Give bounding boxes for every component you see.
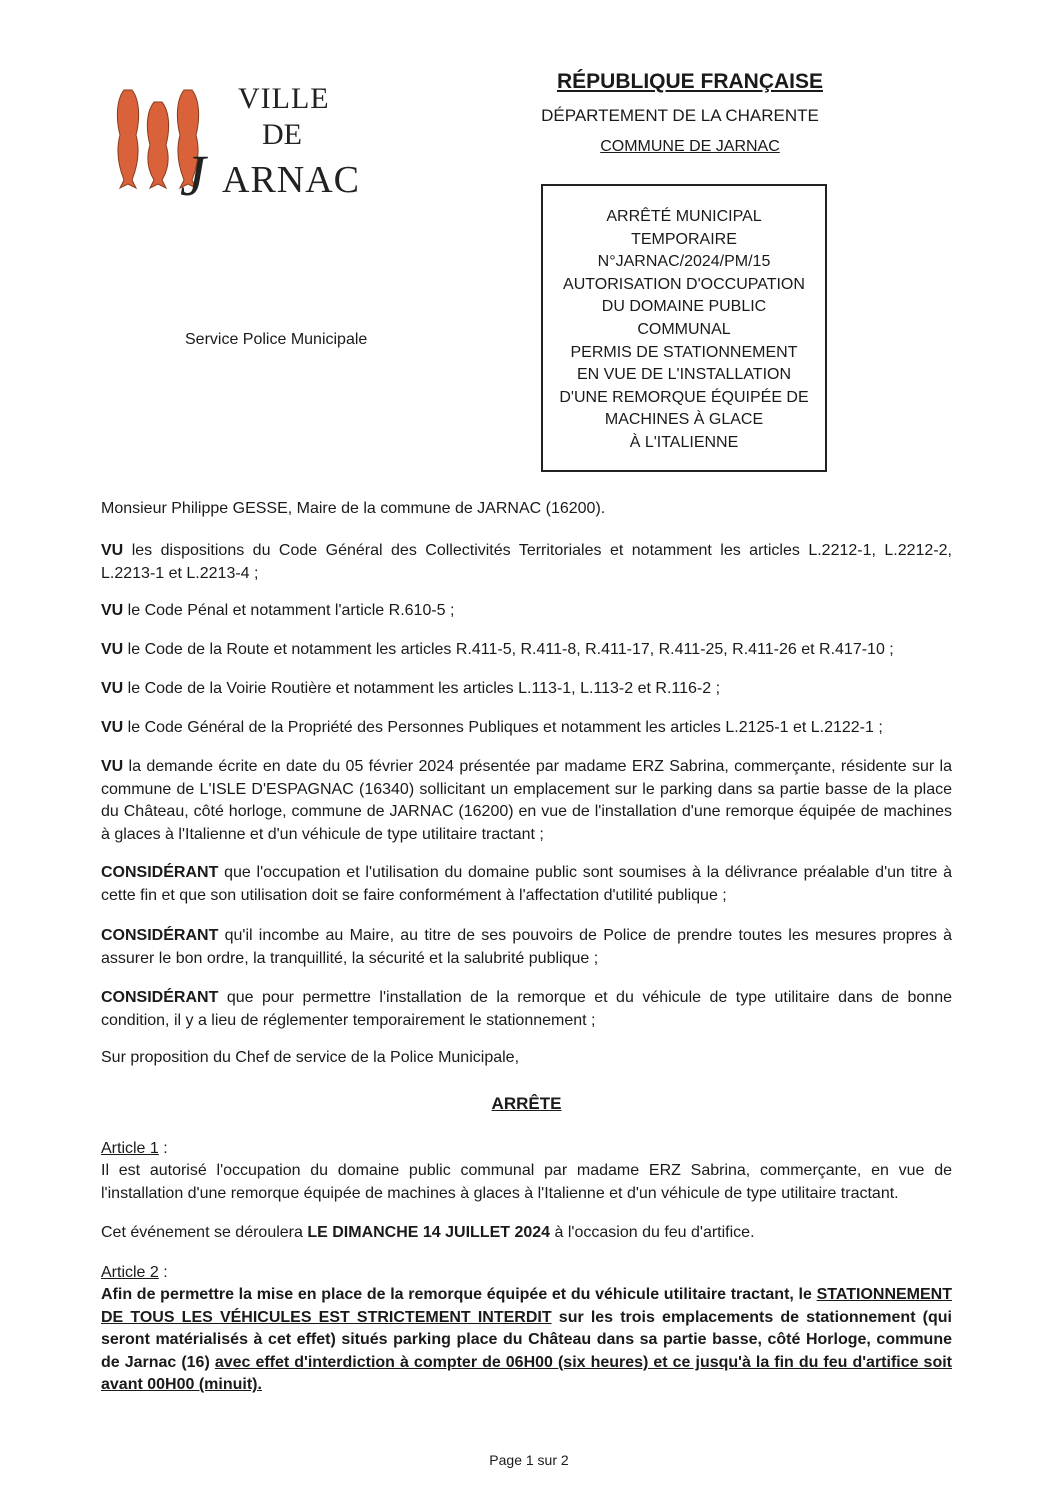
vu-paragraph: VU la demande écrite en date du 05 février 2024 présentée par madame ERZ Sabrina, commerçante, résidente sur la commune de L'ISLE D'ESPAGNAC (16340) sollicitant un emplacement sur le parking dans sa partie basse de la place du Château, côté horloge, commune de JARNAC (16200) en vue de l'installation d'une remorque équipée de machines à glaces à l'Italienne et d'un véhicule de type utilitaire tractant ; (101, 758, 952, 843)
title-line: COMMUNAL (637, 320, 731, 338)
considerant-paragraph: CONSIDÉRANT que pour permettre l'installation de la remorque et du véhicule de type utilitaire dans de bonne condition, il y a lieu de réglementer temporairement le stationnement ; (101, 989, 952, 1029)
vu-paragraph: VU les dispositions du Code Général des Collectivités Territoriales et notamment les articles L.2212-1, L.2212-2, L.2213-1 et L.2213-4 ; (101, 542, 952, 582)
considerant-paragraph: CONSIDÉRANT que l'occupation et l'utilisation du domaine public sont soumises à la délivrance préalable d'un titre à cette fin et que son utilisation doit se faire conformément à l'affectation d'utilité publique ; (101, 864, 952, 904)
vu-paragraph: VU le Code de la Route et notamment les articles R.411-5, R.411-8, R.411-17, R.411-25, R.411-26 et R.417-10 ; (101, 641, 894, 658)
vu-paragraph: VU le Code de la Voirie Routière et notamment les articles L.113-1, L.113-2 et R.116-2 ; (101, 680, 721, 697)
logo-j: J (180, 143, 206, 208)
logo-arnac: ARNAC (222, 159, 361, 201)
title-line: AUTORISATION D'OCCUPATION (563, 275, 805, 293)
vu-paragraph: VU le Code Pénal et notamment l'article R.610-5 ; (101, 602, 455, 619)
city-logo (110, 80, 380, 230)
title-line: PERMIS DE STATIONNEMENT (570, 343, 798, 361)
intro-paragraph: Monsieur Philippe GESSE, Maire de la commune de JARNAC (16200). (101, 500, 606, 517)
decree-title-box (541, 184, 827, 472)
title-line: MACHINES À GLACE (604, 411, 764, 429)
logo-ville: VILLE (238, 82, 330, 115)
commune-title: COMMUNE DE JARNAC (600, 138, 780, 155)
title-line: TEMPORAIRE (631, 230, 737, 248)
considerant-paragraph: CONSIDÉRANT qu'il incombe au Maire, au titre de ses pouvoirs de Police de prendre toutes les mesures propres à assurer le bon ordre, la tranquillité, la sécurité et la salubrité publique ; (101, 927, 952, 967)
article1-event: Cet événement se déroulera LE DIMANCHE 14 JUILLET 2024 à l'occasion du feu d'artifice. (101, 1224, 755, 1241)
title-line: À L'ITALIENNE (629, 433, 739, 451)
proposition-paragraph: Sur proposition du Chef de service de la Police Municipale, (101, 1049, 520, 1066)
title-line: D'UNE REMORQUE ÉQUIPÉE DE (559, 388, 809, 406)
service-label: Service Police Municipale (185, 331, 368, 348)
page-number: Page 1 sur 2 (489, 1452, 569, 1468)
title-line: N°JARNAC/2024/PM/15 (597, 253, 771, 271)
article1-text: Il est autorisé l'occupation du domaine public communal par madame ERZ Sabrina, commerçante, en vue de l'installation d'une remorque équipée de machines à glaces à l'Italienne et d'un véhicule de type utilitaire tractant. (101, 1162, 952, 1202)
title-line: ARRÊTÉ MUNICIPAL (606, 208, 762, 225)
article2-text: Afin de permettre la mise en place de la remorque équipée et du véhicule utilitaire tractant, le STATIONNEMENT DE TOUS LES VÉHICULES EST STRICTEMENT INTERDIT sur les trois emplacements de stationnement (qui seront matérialisés à cet effet) situés parking place du Château dans sa partie basse, côté Horloge, commune de Jarnac (16) avec effet d'interdiction à compter de 06H00 (six heures) et ce jusqu'à la fin du feu d'artifice soit avant 00H00 (minuit). (101, 1286, 953, 1394)
department-title: DÉPARTEMENT DE LA CHARENTE (541, 106, 819, 125)
republic-title: RÉPUBLIQUE FRANÇAISE (556, 70, 824, 93)
title-line: DU DOMAINE PUBLIC (601, 298, 767, 316)
vu-paragraph: VU le Code Général de la Propriété des Personnes Publiques et notamment les articles L.2125-1 et L.2122-1 ; (101, 719, 883, 736)
logo-de: DE (262, 118, 302, 151)
title-line: EN VUE DE L'INSTALLATION (576, 366, 792, 384)
article2-title: Article 2 : (101, 1264, 168, 1281)
article1-title: Article 1 : (101, 1140, 168, 1157)
arrete-heading: ARRÊTE (491, 1094, 562, 1113)
